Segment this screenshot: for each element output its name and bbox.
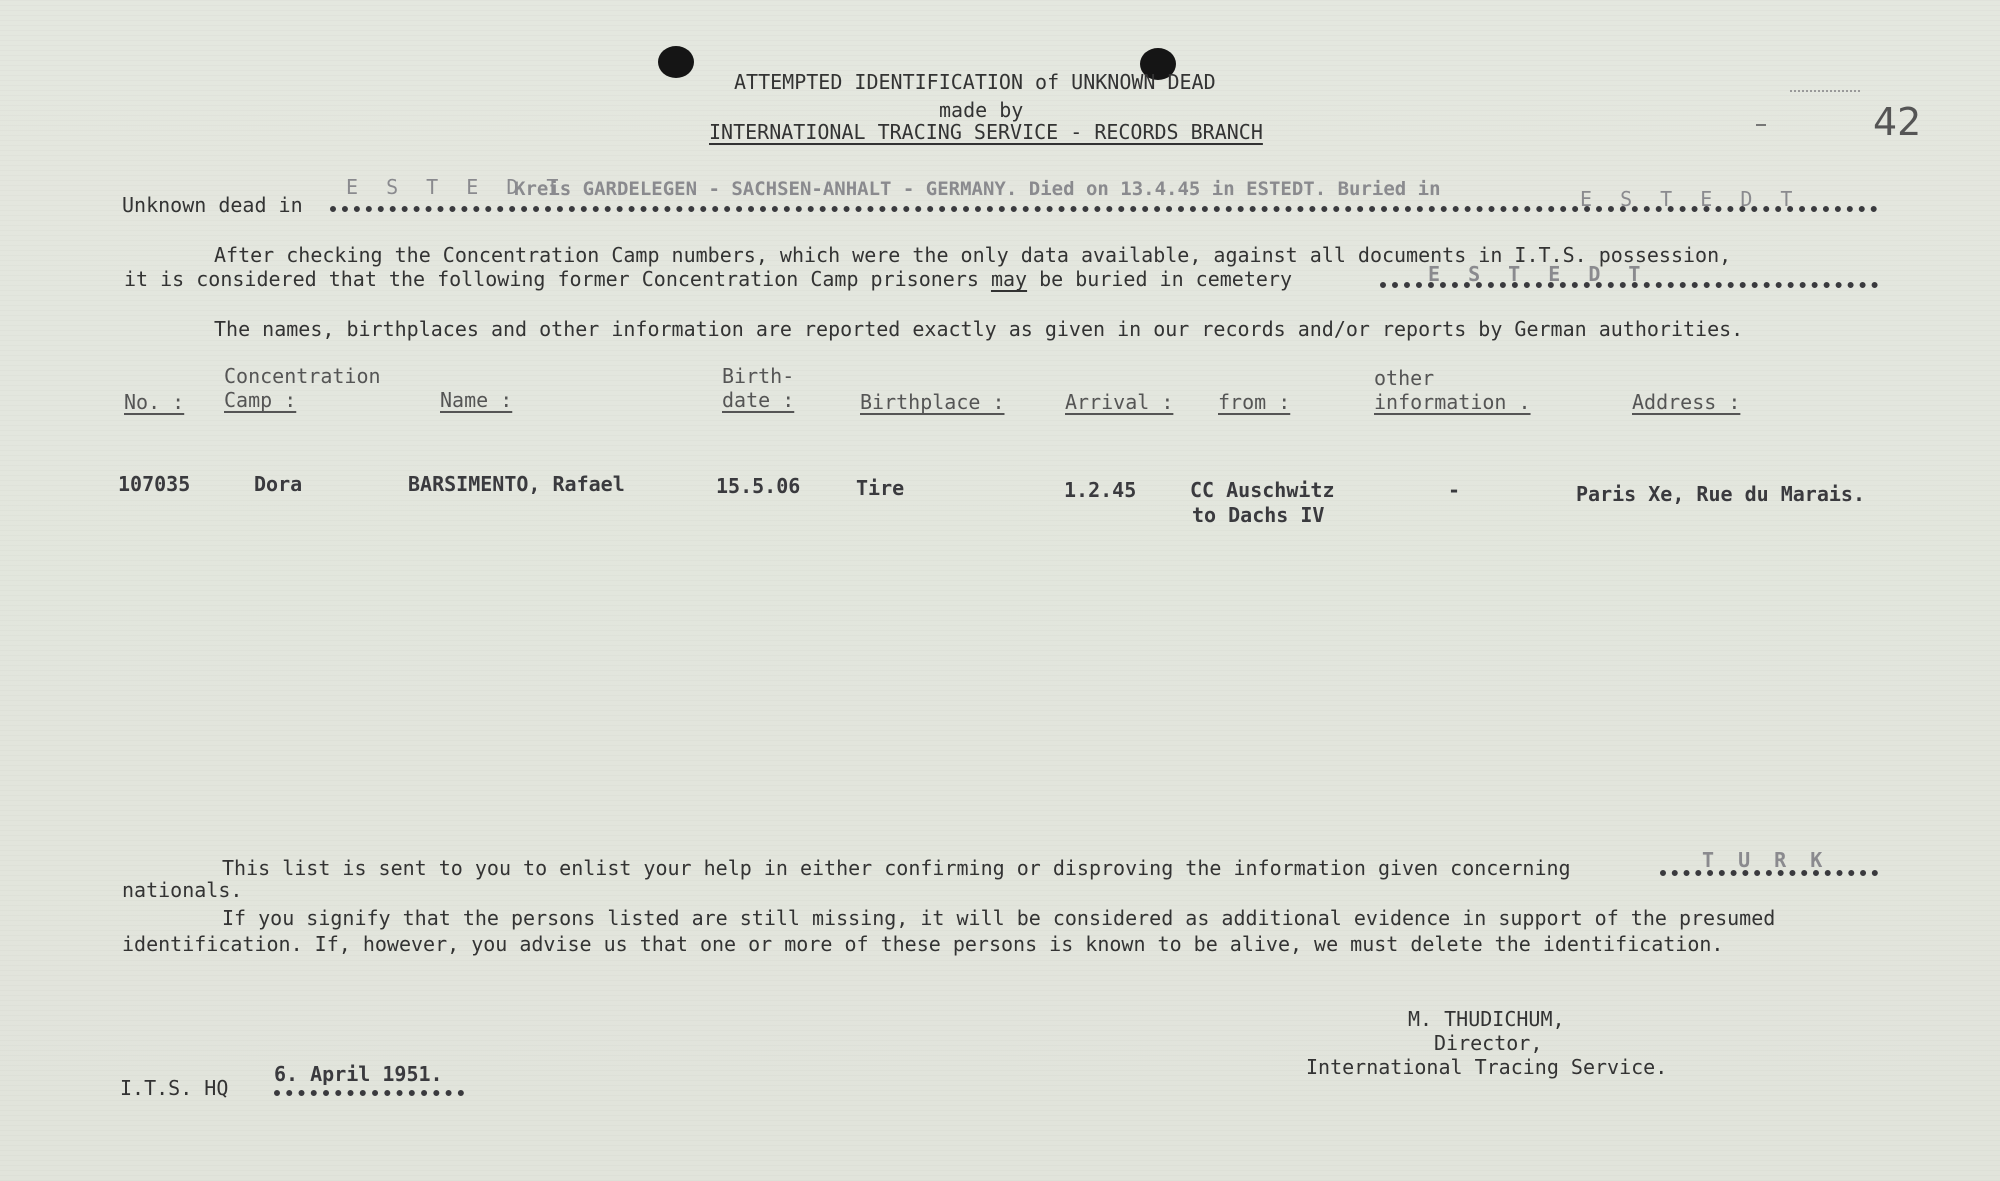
signatory-org: International Tracing Service. bbox=[1306, 1055, 1668, 1079]
row-other-info: - bbox=[1448, 478, 1461, 502]
col-other-top: other bbox=[1374, 366, 1435, 390]
row-arrival: 1.2.45 bbox=[1064, 478, 1137, 502]
col-no: No. : bbox=[124, 390, 185, 414]
row-from-line-2: to Dachs IV bbox=[1192, 503, 1325, 527]
paragraph-3-line-2: nationals. bbox=[122, 878, 243, 902]
signatory-title: Director, bbox=[1434, 1031, 1543, 1055]
nationality-dotted-line bbox=[1660, 870, 1878, 876]
row-birthplace: Tire bbox=[856, 476, 905, 500]
col-camp: Camp : bbox=[224, 388, 297, 412]
footer-origin: I.T.S. HQ bbox=[120, 1076, 229, 1100]
col-address: Address : bbox=[1632, 390, 1741, 414]
paragraph-1-line-1: After checking the Concentration Camp numbers, which were the only data available, against all documents in I.T.S. possession, bbox=[214, 243, 1732, 267]
col-from: from : bbox=[1218, 390, 1291, 414]
col-birthplace: Birthplace : bbox=[860, 390, 1005, 414]
paragraph-3-line-1: This list is sent to you to enlist your help in either confirming or disproving the information given concerning bbox=[222, 856, 1571, 880]
location-place: E S T E D T bbox=[346, 175, 567, 199]
unknown-dead-label: Unknown dead in bbox=[122, 193, 303, 217]
margin-dash bbox=[1756, 124, 1766, 126]
page-number: 42 bbox=[1873, 100, 1922, 144]
col-other-info: information . bbox=[1374, 390, 1531, 414]
paragraph-2: The names, birthplaces and other information are reported exactly as given in our records and/or reports by German authorities. bbox=[214, 317, 1744, 341]
row-birthdate: 15.5.06 bbox=[716, 474, 801, 498]
punch-hole-left bbox=[658, 46, 694, 78]
col-camp-top: Concentration bbox=[224, 364, 381, 388]
made-by-label: made by bbox=[939, 98, 1024, 122]
buried-in-place: E S T E D T bbox=[1580, 187, 1801, 211]
margin-mark bbox=[1790, 90, 1860, 92]
col-birthdate: date : bbox=[722, 388, 795, 412]
cemetery-dotted-line bbox=[1380, 282, 1878, 288]
paragraph-4-line-2: identification. If, however, you advise us that one or more of these persons is known to be alive, we must delete the identification. bbox=[122, 932, 1724, 956]
row-no: 107035 bbox=[118, 472, 191, 496]
col-name: Name : bbox=[440, 388, 513, 412]
organization-heading: INTERNATIONAL TRACING SERVICE - RECORDS BRANCH bbox=[709, 120, 1263, 144]
row-from-line-1: CC Auschwitz bbox=[1190, 478, 1335, 502]
nationality: T U R K bbox=[1702, 848, 1829, 872]
date-dotted-line bbox=[274, 1090, 464, 1096]
document-title: ATTEMPTED IDENTIFICATION of UNKNOWN DEAD bbox=[734, 70, 1216, 94]
footer-date: 6. April 1951. bbox=[274, 1062, 443, 1086]
signatory-name: M. THUDICHUM, bbox=[1408, 1007, 1565, 1031]
col-birth-top: Birth- bbox=[722, 364, 795, 388]
cemetery-place: E S T E D T bbox=[1428, 262, 1649, 286]
col-arrival: Arrival : bbox=[1065, 390, 1174, 414]
location-details: Kreis GARDELEGEN - SACHSEN-ANHALT - GERMANY. Died on 13.4.45 in ESTEDT. Buried in bbox=[514, 178, 1441, 200]
row-camp: Dora bbox=[254, 472, 303, 496]
location-dotted-line bbox=[330, 206, 1878, 212]
row-name: BARSIMENTO, Rafael bbox=[408, 472, 625, 496]
paragraph-1-line-2: it is considered that the following former Concentration Camp prisoners may be buried in cemetery bbox=[124, 267, 1293, 291]
paragraph-4-line-1: If you signify that the persons listed are still missing, it will be considered as additional evidence in support of the presumed bbox=[222, 906, 1776, 930]
row-address: Paris Xe, Rue du Marais. bbox=[1576, 482, 1865, 506]
may-emphasis: may bbox=[990, 267, 1028, 291]
